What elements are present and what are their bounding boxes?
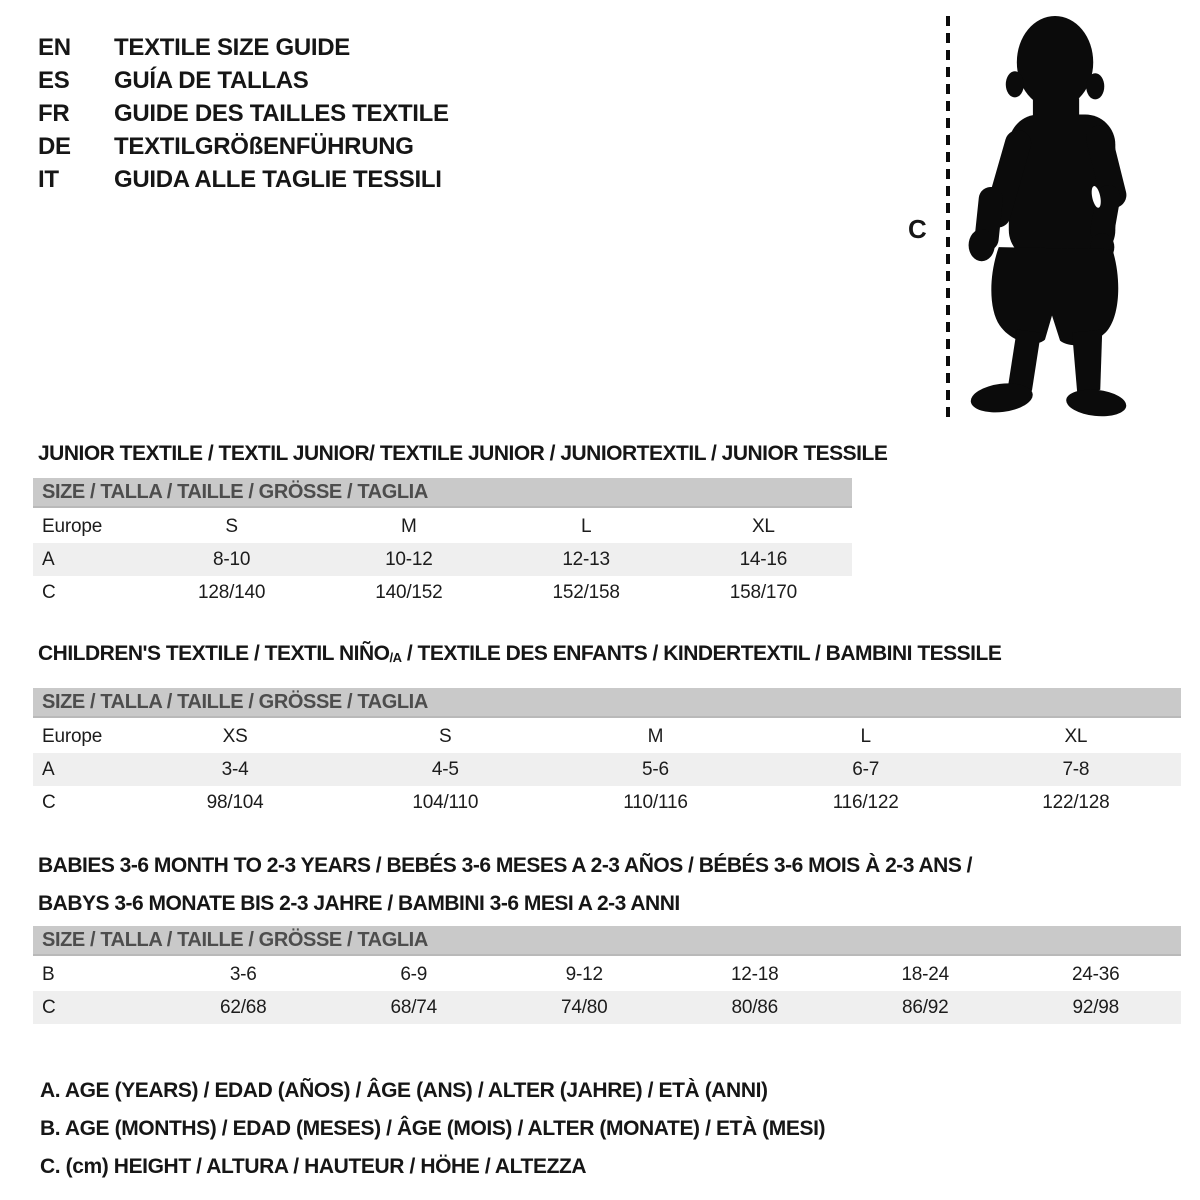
table-cell: 104/110	[412, 791, 479, 813]
table-row-age	[33, 543, 852, 576]
guide-title-es: GUÍA DE TALLAS	[114, 67, 309, 94]
babies-size-table	[33, 926, 1181, 1024]
size-header-text: SIZE / TALLA / TAILLE / GRÖSSE / TAGLIA	[42, 929, 428, 951]
table-cell: 74/80	[499, 991, 670, 1024]
table-cell: 128/140	[197, 581, 266, 603]
table-cell: L	[860, 725, 871, 747]
junior-size-header-bar	[33, 478, 852, 508]
table-cell: 14-16	[675, 543, 852, 576]
table-row-height	[33, 786, 1181, 819]
guide-title-en: TEXTILE SIZE GUIDE	[114, 34, 350, 61]
table-cell: 116/122	[832, 791, 899, 813]
table-cell: 12-18	[730, 963, 779, 985]
table-cell: XL	[1064, 725, 1088, 747]
language-code: ES	[38, 67, 70, 94]
table-cell: S	[225, 515, 238, 537]
junior-size-table	[33, 478, 852, 609]
size-header-text: SIZE / TALLA / TAILLE / GRÖSSE / TAGLIA	[42, 481, 428, 503]
guide-title-it: GUIDA ALLE TAGLIE TESSILI	[114, 166, 442, 193]
babies-title-line1: BABIES 3-6 MONTH TO 2-3 YEARS / BEBÉS 3-6 MESES A 2-3 AÑOS / BÉBÉS 3-6 MOIS À 2-3 ANS /	[38, 854, 973, 877]
row-label: B	[42, 963, 55, 985]
table-cell: 92/98	[1011, 991, 1182, 1024]
row-label: Europe	[42, 515, 103, 537]
children-section-title	[38, 642, 1001, 666]
table-cell: 6-9	[400, 963, 428, 985]
table-cell: 158/170	[729, 581, 798, 603]
babies-table	[33, 958, 1181, 1024]
junior-table	[33, 510, 852, 609]
size-header-text: SIZE / TALLA / TAILLE / GRÖSSE / TAGLIA	[42, 691, 428, 713]
table-cell: 10-12	[320, 543, 497, 576]
row-label: A	[33, 543, 143, 576]
table-cell: L	[580, 515, 592, 537]
table-cell: 98/104	[206, 791, 264, 813]
table-cell: 140/152	[375, 581, 443, 603]
table-cell: 86/92	[840, 991, 1011, 1024]
legend-line-c: C. (cm) HEIGHT / ALTURA / HAUTEUR / HÖHE / ALTEZZA	[40, 1155, 587, 1178]
row-label: C	[42, 581, 56, 603]
language-code: DE	[38, 133, 71, 160]
table-cell: 122/128	[1042, 791, 1110, 813]
guide-title-de: TEXTILGRÖßENFÜHRUNG	[114, 133, 414, 160]
children-title-subscript: /A	[389, 649, 402, 665]
table-row-height	[33, 576, 852, 609]
table-row-height	[33, 991, 1181, 1024]
table-cell: 4-5	[340, 753, 550, 786]
table-cell: 3-4	[130, 753, 340, 786]
row-label: C	[42, 791, 56, 813]
table-cell: 68/74	[329, 991, 500, 1024]
children-table	[33, 720, 1181, 819]
table-cell: M	[647, 725, 664, 747]
legend-line-b: B. AGE (MONTHS) / EDAD (MESES) / ÂGE (MOIS) / ALTER (MONATE) / ETÀ (MESI)	[40, 1117, 826, 1140]
row-label: A	[33, 753, 130, 786]
table-cell: 7-8	[971, 753, 1181, 786]
row-label: Europe	[42, 725, 103, 747]
table-row-months	[33, 958, 1181, 991]
table-cell: M	[401, 515, 417, 537]
babies-section-title	[38, 847, 972, 923]
table-cell: 18-24	[901, 963, 950, 985]
language-row-de	[38, 133, 449, 166]
junior-section-title: JUNIOR TEXTILE / TEXTIL JUNIOR/ TEXTILE JUNIOR / JUNIORTEXTIL / JUNIOR TESSILE	[38, 442, 888, 465]
table-cell: XS	[222, 725, 248, 747]
table-cell: 5-6	[550, 753, 760, 786]
legend-line-a: A. AGE (YEARS) / EDAD (AÑOS) / ÂGE (ANS) / ALTER (JAHRE) / ETÀ (ANNI)	[40, 1079, 768, 1102]
table-cell: 24-36	[1071, 963, 1120, 985]
language-code: EN	[38, 34, 71, 61]
table-cell: S	[439, 725, 452, 747]
children-size-table	[33, 688, 1181, 819]
table-cell: 80/86	[670, 991, 841, 1024]
language-row-fr	[38, 100, 449, 133]
row-label: C	[33, 991, 158, 1024]
table-cell: 3-6	[229, 963, 257, 985]
table-cell: 62/68	[158, 991, 329, 1024]
language-row-en	[38, 34, 449, 67]
table-row-age	[33, 753, 1181, 786]
children-title-prefix: CHILDREN'S TEXTILE / TEXTIL NIÑO	[38, 642, 390, 665]
language-row-es	[38, 67, 449, 100]
language-code: FR	[38, 100, 70, 127]
table-cell: 9-12	[565, 963, 603, 985]
table-cell: 8-10	[143, 543, 320, 576]
measure-legend	[40, 1072, 825, 1186]
toddler-silhouette-icon	[964, 16, 1136, 418]
language-row-it	[38, 166, 449, 199]
table-cell: 12-13	[498, 543, 675, 576]
children-size-header-bar	[33, 688, 1181, 718]
height-measure-line	[946, 16, 950, 418]
children-title-suffix: / TEXTILE DES ENFANTS / KINDERTEXTIL / BAMBINI TESSILE	[401, 642, 1002, 665]
guide-title-fr: GUIDE DES TAILLES TEXTILE	[114, 100, 449, 127]
table-cell: XL	[751, 515, 775, 537]
table-cell: 152/158	[552, 581, 620, 603]
table-cell: 110/116	[623, 791, 688, 813]
language-code: IT	[38, 166, 59, 193]
babies-size-header-bar	[33, 926, 1181, 956]
language-title-list	[38, 34, 449, 199]
babies-title-line2: BABYS 3-6 MONATE BIS 2-3 JAHRE / BAMBINI 3-6 MESI A 2-3 ANNI	[38, 892, 680, 915]
table-cell: 6-7	[761, 753, 971, 786]
table-row-europe	[33, 720, 1181, 753]
table-row-europe	[33, 510, 852, 543]
height-measure-label: C	[908, 214, 927, 244]
